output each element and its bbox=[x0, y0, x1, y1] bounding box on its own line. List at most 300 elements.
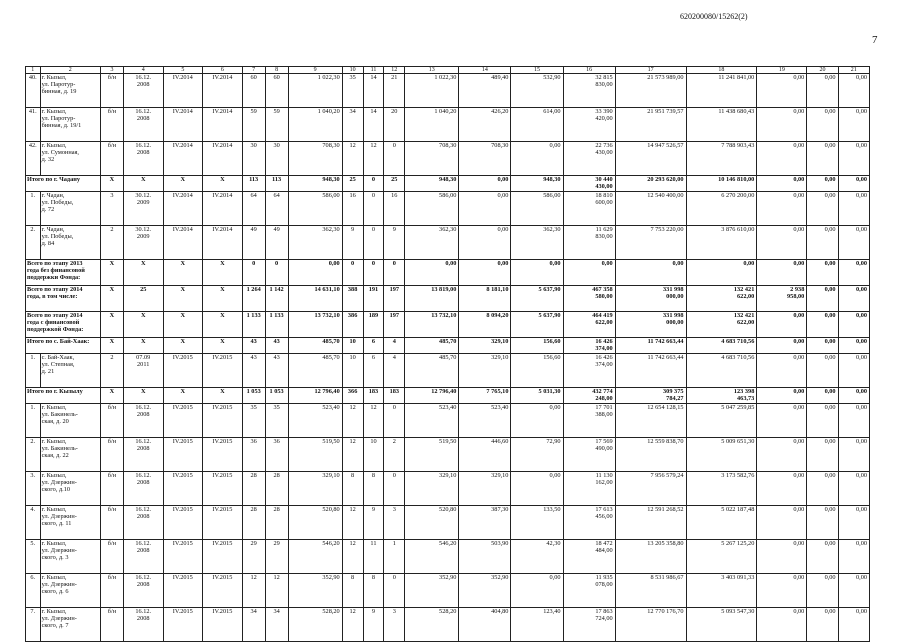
value-cell-10: 12 bbox=[342, 404, 363, 438]
value-cell-4: 07.09 2011 bbox=[123, 354, 163, 388]
column-number-cell: 12 bbox=[384, 67, 405, 74]
value-cell-13: 12 796,40 bbox=[405, 388, 459, 404]
column-number-cell: 5 bbox=[163, 67, 203, 74]
value-cell-4: 16.12. 2008 bbox=[123, 506, 163, 540]
value-cell-3: б/н bbox=[101, 404, 124, 438]
value-cell-14: 329,10 bbox=[459, 354, 511, 388]
value-cell-18: 3 876 610,00 bbox=[686, 226, 757, 260]
value-cell-11: 14 bbox=[363, 74, 384, 108]
value-cell-9: 12 796,40 bbox=[288, 388, 342, 404]
row-number: 6. bbox=[26, 574, 41, 608]
value-cell-15: 362,30 bbox=[511, 226, 563, 260]
value-cell-17: 13 205 358,80 bbox=[615, 540, 686, 574]
value-cell-7: 59 bbox=[242, 108, 265, 142]
value-cell-17: 331 998 000,00 bbox=[615, 286, 686, 312]
value-cell-12: 1 bbox=[384, 540, 405, 574]
value-cell-8: 35 bbox=[265, 404, 288, 438]
row-number: 7. bbox=[26, 608, 41, 642]
value-cell-5: Х bbox=[163, 312, 203, 338]
value-cell-21: 0,00 bbox=[838, 260, 869, 286]
value-cell-10: 12 bbox=[342, 608, 363, 642]
value-cell-20: 0,00 bbox=[807, 608, 838, 642]
column-number-cell: 9 bbox=[288, 67, 342, 74]
value-cell-18: 7 788 903,43 bbox=[686, 142, 757, 176]
column-number-cell: 1 bbox=[26, 67, 41, 74]
value-cell-16: 11 629 830,00 bbox=[563, 226, 615, 260]
value-cell-20: 0,00 bbox=[807, 108, 838, 142]
address-cell: с. Бай-Хаак, ул. Степная, д. 21 bbox=[40, 354, 100, 388]
page-number: 7 bbox=[872, 34, 878, 46]
value-cell-14: 329,10 bbox=[459, 472, 511, 506]
table-row bbox=[26, 506, 870, 540]
value-cell-3: б/н bbox=[101, 506, 124, 540]
value-cell-4: 16.12. 2008 bbox=[123, 540, 163, 574]
value-cell-17: 12 559 838,70 bbox=[615, 438, 686, 472]
value-cell-13: 362,30 bbox=[405, 226, 459, 260]
value-cell-14: 708,30 bbox=[459, 142, 511, 176]
value-cell-12: 3 bbox=[384, 608, 405, 642]
total-row bbox=[26, 338, 870, 354]
value-cell-10: 8 bbox=[342, 574, 363, 608]
address-cell: г. Кызыл, ул. Дзержин- ского, д. 7 bbox=[40, 608, 100, 642]
value-cell-5: IV.2014 bbox=[163, 108, 203, 142]
value-cell-16: 11 935 078,00 bbox=[563, 574, 615, 608]
value-cell-12: 4 bbox=[384, 354, 405, 388]
column-number-cell: 10 bbox=[342, 67, 363, 74]
value-cell-5: Х bbox=[163, 260, 203, 286]
row-number: 2. bbox=[26, 226, 41, 260]
address-cell: г. Кызыл, ул. Паротур- бинная, д. 19 bbox=[40, 74, 100, 108]
register-table bbox=[25, 66, 870, 642]
value-cell-18: 5 009 651,30 bbox=[686, 438, 757, 472]
value-cell-19: 0,00 bbox=[757, 354, 807, 388]
value-cell-6: IV.2014 bbox=[203, 108, 243, 142]
value-cell-7: 1 264 bbox=[242, 286, 265, 312]
value-cell-12: 0 bbox=[384, 472, 405, 506]
row-number: 41. bbox=[26, 108, 41, 142]
value-cell-18: 123 398 463,73 bbox=[686, 388, 757, 404]
value-cell-8: 49 bbox=[265, 226, 288, 260]
document-code: 620200080/15262(2) bbox=[680, 12, 748, 21]
value-cell-13: 352,90 bbox=[405, 574, 459, 608]
value-cell-18: 3 173 582,76 bbox=[686, 472, 757, 506]
value-cell-16: 0,00 bbox=[563, 260, 615, 286]
value-cell-13: 523,40 bbox=[405, 404, 459, 438]
column-number-cell: 18 bbox=[686, 67, 757, 74]
value-cell-6: IV.2015 bbox=[203, 574, 243, 608]
value-cell-19: 0,00 bbox=[757, 338, 807, 354]
value-cell-19: 0,00 bbox=[757, 506, 807, 540]
value-cell-3: Х bbox=[101, 388, 124, 404]
value-cell-8: 60 bbox=[265, 74, 288, 108]
value-cell-16: 17 863 724,00 bbox=[563, 608, 615, 642]
value-cell-13: 1 022,30 bbox=[405, 74, 459, 108]
address-cell: г. Чадан, ул. Победы, д. 72 bbox=[40, 192, 100, 226]
value-cell-19: 0,00 bbox=[757, 192, 807, 226]
value-cell-6: Х bbox=[203, 388, 243, 404]
value-cell-4: Х bbox=[123, 260, 163, 286]
value-cell-21: 0,00 bbox=[838, 574, 869, 608]
value-cell-14: 387,30 bbox=[459, 506, 511, 540]
value-cell-16: 18 810 600,00 bbox=[563, 192, 615, 226]
value-cell-19: 0,00 bbox=[757, 312, 807, 338]
value-cell-3: б/н bbox=[101, 472, 124, 506]
value-cell-18: 5 093 547,30 bbox=[686, 608, 757, 642]
value-cell-6: IV.2015 bbox=[203, 608, 243, 642]
total-label: Всего по этапу 2013 года без финансовой поддержки Фонда: bbox=[26, 260, 101, 286]
value-cell-6: Х bbox=[203, 338, 243, 354]
value-cell-19: 0,00 bbox=[757, 608, 807, 642]
value-cell-8: 34 bbox=[265, 608, 288, 642]
table-row bbox=[26, 354, 870, 388]
value-cell-15: 614,00 bbox=[511, 108, 563, 142]
column-number-cell: 11 bbox=[363, 67, 384, 74]
total-label: Всего по этапу 2014 года, в том числе: bbox=[26, 286, 101, 312]
total-label: Итого по с. Бай-Хаак: bbox=[26, 338, 101, 354]
value-cell-4: Х bbox=[123, 388, 163, 404]
value-cell-8: 0 bbox=[265, 260, 288, 286]
value-cell-17: 0,00 bbox=[615, 260, 686, 286]
value-cell-11: 12 bbox=[363, 142, 384, 176]
value-cell-15: 5 637,90 bbox=[511, 312, 563, 338]
value-cell-11: 8 bbox=[363, 574, 384, 608]
value-cell-16: 33 390 420,00 bbox=[563, 108, 615, 142]
value-cell-13: 586,00 bbox=[405, 192, 459, 226]
value-cell-21: 0,00 bbox=[838, 176, 869, 192]
total-label: Итого по г. Чадану bbox=[26, 176, 101, 192]
value-cell-3: Х bbox=[101, 312, 124, 338]
value-cell-14: 0,00 bbox=[459, 176, 511, 192]
value-cell-8: 1 142 bbox=[265, 286, 288, 312]
value-cell-5: IV.2014 bbox=[163, 192, 203, 226]
value-cell-4: 16.12. 2008 bbox=[123, 472, 163, 506]
value-cell-6: IV.2014 bbox=[203, 226, 243, 260]
table-row bbox=[26, 142, 870, 176]
table-row bbox=[26, 438, 870, 472]
value-cell-14: 8 094,20 bbox=[459, 312, 511, 338]
value-cell-8: 1 053 bbox=[265, 388, 288, 404]
value-cell-17: 12 770 176,70 bbox=[615, 608, 686, 642]
value-cell-21: 0,00 bbox=[838, 192, 869, 226]
value-cell-17: 309 375 784,27 bbox=[615, 388, 686, 404]
value-cell-19: 0,00 bbox=[757, 388, 807, 404]
value-cell-3: 2 bbox=[101, 226, 124, 260]
value-cell-7: 64 bbox=[242, 192, 265, 226]
value-cell-20: 0,00 bbox=[807, 338, 838, 354]
table-row bbox=[26, 404, 870, 438]
column-number-cell: 20 bbox=[807, 67, 838, 74]
address-cell: г. Кызыл, ул. Сумонная, д. 32 bbox=[40, 142, 100, 176]
value-cell-8: 28 bbox=[265, 472, 288, 506]
value-cell-15: 532,90 bbox=[511, 74, 563, 108]
value-cell-20: 0,00 bbox=[807, 388, 838, 404]
value-cell-19: 0,00 bbox=[757, 108, 807, 142]
value-cell-5: IV.2015 bbox=[163, 608, 203, 642]
value-cell-16: 464 419 622,00 bbox=[563, 312, 615, 338]
value-cell-7: 36 bbox=[242, 438, 265, 472]
value-cell-10: 12 bbox=[342, 506, 363, 540]
value-cell-9: 523,40 bbox=[288, 404, 342, 438]
address-cell: г. Кызыл, ул. Дзержин- ского, д.10 bbox=[40, 472, 100, 506]
value-cell-14: 489,40 bbox=[459, 74, 511, 108]
value-cell-6: IV.2015 bbox=[203, 540, 243, 574]
value-cell-18: 11 241 841,00 bbox=[686, 74, 757, 108]
value-cell-7: 49 bbox=[242, 226, 265, 260]
value-cell-12: 9 bbox=[384, 226, 405, 260]
value-cell-5: IV.2015 bbox=[163, 574, 203, 608]
value-cell-9: 362,30 bbox=[288, 226, 342, 260]
address-cell: г. Кызыл, ул. Паротур- бинная, д. 19/1 bbox=[40, 108, 100, 142]
value-cell-14: 0,00 bbox=[459, 260, 511, 286]
value-cell-16: 432 774 248,00 bbox=[563, 388, 615, 404]
value-cell-6: Х bbox=[203, 176, 243, 192]
value-cell-13: 948,30 bbox=[405, 176, 459, 192]
value-cell-21: 0,00 bbox=[838, 388, 869, 404]
value-cell-18: 5 047 259,85 bbox=[686, 404, 757, 438]
address-cell: г. Кызыл, ул. Дзержин- ского, д. 6 bbox=[40, 574, 100, 608]
value-cell-19: 2 938 958,00 bbox=[757, 286, 807, 312]
value-cell-3: Х bbox=[101, 260, 124, 286]
value-cell-21: 0,00 bbox=[838, 438, 869, 472]
value-cell-3: б/н bbox=[101, 108, 124, 142]
row-number: 4. bbox=[26, 506, 41, 540]
column-number-cell: 13 bbox=[405, 67, 459, 74]
table-row bbox=[26, 108, 870, 142]
value-cell-15: 156,60 bbox=[511, 338, 563, 354]
value-cell-15: 42,30 bbox=[511, 540, 563, 574]
value-cell-7: 43 bbox=[242, 354, 265, 388]
row-number: 3. bbox=[26, 472, 41, 506]
value-cell-5: IV.2015 bbox=[163, 506, 203, 540]
value-cell-14: 404,80 bbox=[459, 608, 511, 642]
value-cell-6: IV.2015 bbox=[203, 472, 243, 506]
address-cell: г. Кызыл, ул. Бакинель- ская, д. 22 bbox=[40, 438, 100, 472]
value-cell-20: 0,00 bbox=[807, 74, 838, 108]
value-cell-7: 60 bbox=[242, 74, 265, 108]
value-cell-21: 0,00 bbox=[838, 142, 869, 176]
value-cell-9: 0,00 bbox=[288, 260, 342, 286]
value-cell-17: 12 591 268,52 bbox=[615, 506, 686, 540]
value-cell-8: 64 bbox=[265, 192, 288, 226]
value-cell-19: 0,00 bbox=[757, 142, 807, 176]
value-cell-19: 0,00 bbox=[757, 260, 807, 286]
column-number-cell: 6 bbox=[203, 67, 243, 74]
value-cell-4: Х bbox=[123, 338, 163, 354]
value-cell-20: 0,00 bbox=[807, 312, 838, 338]
value-cell-18: 10 146 810,00 bbox=[686, 176, 757, 192]
value-cell-16: 30 440 430,00 bbox=[563, 176, 615, 192]
value-cell-5: Х bbox=[163, 338, 203, 354]
value-cell-3: Х bbox=[101, 338, 124, 354]
address-cell: г. Кызыл, ул. Дзержин- ского, д. 3 bbox=[40, 540, 100, 574]
value-cell-20: 0,00 bbox=[807, 540, 838, 574]
value-cell-7: 28 bbox=[242, 472, 265, 506]
value-cell-14: 0,00 bbox=[459, 192, 511, 226]
value-cell-6: Х bbox=[203, 286, 243, 312]
value-cell-20: 0,00 bbox=[807, 226, 838, 260]
value-cell-5: IV.2015 bbox=[163, 404, 203, 438]
value-cell-12: 21 bbox=[384, 74, 405, 108]
value-cell-14: 523,40 bbox=[459, 404, 511, 438]
value-cell-4: 16.12. 2008 bbox=[123, 438, 163, 472]
value-cell-12: 2 bbox=[384, 438, 405, 472]
value-cell-14: 446,60 bbox=[459, 438, 511, 472]
value-cell-14: 503,90 bbox=[459, 540, 511, 574]
value-cell-15: 0,00 bbox=[511, 472, 563, 506]
value-cell-11: 6 bbox=[363, 338, 384, 354]
value-cell-11: 0 bbox=[363, 192, 384, 226]
value-cell-10: 8 bbox=[342, 472, 363, 506]
value-cell-12: 0 bbox=[384, 142, 405, 176]
value-cell-17: 21 951 739,57 bbox=[615, 108, 686, 142]
value-cell-13: 708,30 bbox=[405, 142, 459, 176]
column-number-cell: 4 bbox=[123, 67, 163, 74]
value-cell-7: 1 133 bbox=[242, 312, 265, 338]
total-label: Всего по этапу 2014 года с финансовой поддержкой Фонда: bbox=[26, 312, 101, 338]
column-number-cell: 3 bbox=[101, 67, 124, 74]
value-cell-15: 586,00 bbox=[511, 192, 563, 226]
address-cell: г. Кызыл, ул. Бакинель- ская, д. 20 bbox=[40, 404, 100, 438]
value-cell-7: 30 bbox=[242, 142, 265, 176]
value-cell-13: 1 040,20 bbox=[405, 108, 459, 142]
value-cell-7: 1 053 bbox=[242, 388, 265, 404]
value-cell-10: 12 bbox=[342, 540, 363, 574]
value-cell-6: IV.2015 bbox=[203, 354, 243, 388]
value-cell-7: 34 bbox=[242, 608, 265, 642]
total-row bbox=[26, 388, 870, 404]
value-cell-16: 16 426 374,00 bbox=[563, 338, 615, 354]
column-number-cell: 8 bbox=[265, 67, 288, 74]
value-cell-12: 183 bbox=[384, 388, 405, 404]
value-cell-12: 3 bbox=[384, 506, 405, 540]
value-cell-21: 0,00 bbox=[838, 338, 869, 354]
value-cell-20: 0,00 bbox=[807, 438, 838, 472]
row-number: 2. bbox=[26, 438, 41, 472]
value-cell-9: 13 732,10 bbox=[288, 312, 342, 338]
total-row bbox=[26, 312, 870, 338]
value-cell-15: 133,50 bbox=[511, 506, 563, 540]
row-number: 5. bbox=[26, 540, 41, 574]
value-cell-4: 30.12. 2009 bbox=[123, 226, 163, 260]
value-cell-12: 20 bbox=[384, 108, 405, 142]
value-cell-12: 197 bbox=[384, 312, 405, 338]
value-cell-5: IV.2014 bbox=[163, 74, 203, 108]
value-cell-9: 708,30 bbox=[288, 142, 342, 176]
value-cell-3: Х bbox=[101, 176, 124, 192]
value-cell-17: 21 573 989,00 bbox=[615, 74, 686, 108]
value-cell-16: 17 701 388,00 bbox=[563, 404, 615, 438]
value-cell-17: 8 531 986,67 bbox=[615, 574, 686, 608]
column-number-cell: 7 bbox=[242, 67, 265, 74]
column-number-cell: 14 bbox=[459, 67, 511, 74]
value-cell-15: 5 637,90 bbox=[511, 286, 563, 312]
value-cell-20: 0,00 bbox=[807, 192, 838, 226]
value-cell-5: IV.2015 bbox=[163, 354, 203, 388]
value-cell-17: 11 742 663,44 bbox=[615, 338, 686, 354]
value-cell-10: 366 bbox=[342, 388, 363, 404]
value-cell-17: 12 654 128,15 bbox=[615, 404, 686, 438]
column-number-cell: 21 bbox=[838, 67, 869, 74]
value-cell-15: 72,90 bbox=[511, 438, 563, 472]
value-cell-10: 35 bbox=[342, 74, 363, 108]
value-cell-3: б/н bbox=[101, 540, 124, 574]
value-cell-4: 16.12. 2008 bbox=[123, 142, 163, 176]
value-cell-14: 0,00 bbox=[459, 226, 511, 260]
value-cell-8: 28 bbox=[265, 506, 288, 540]
row-number: 1. bbox=[26, 354, 41, 388]
value-cell-18: 6 270 200,00 bbox=[686, 192, 757, 226]
value-cell-6: IV.2014 bbox=[203, 74, 243, 108]
value-cell-9: 352,90 bbox=[288, 574, 342, 608]
value-cell-15: 123,40 bbox=[511, 608, 563, 642]
value-cell-13: 485,70 bbox=[405, 338, 459, 354]
value-cell-19: 0,00 bbox=[757, 438, 807, 472]
value-cell-9: 586,00 bbox=[288, 192, 342, 226]
value-cell-4: 16.12. 2008 bbox=[123, 404, 163, 438]
value-cell-9: 519,50 bbox=[288, 438, 342, 472]
value-cell-10: 34 bbox=[342, 108, 363, 142]
value-cell-11: 6 bbox=[363, 354, 384, 388]
value-cell-16: 17 569 490,00 bbox=[563, 438, 615, 472]
value-cell-13: 485,70 bbox=[405, 354, 459, 388]
value-cell-9: 329,10 bbox=[288, 472, 342, 506]
value-cell-19: 0,00 bbox=[757, 404, 807, 438]
value-cell-20: 0,00 bbox=[807, 142, 838, 176]
value-cell-12: 4 bbox=[384, 338, 405, 354]
value-cell-4: Х bbox=[123, 176, 163, 192]
total-row bbox=[26, 286, 870, 312]
address-cell: г. Чадан, ул. Победы, д. 84 bbox=[40, 226, 100, 260]
value-cell-16: 17 613 456,00 bbox=[563, 506, 615, 540]
column-number-cell: 2 bbox=[40, 67, 100, 74]
value-cell-17: 12 540 400,00 bbox=[615, 192, 686, 226]
value-cell-19: 0,00 bbox=[757, 74, 807, 108]
value-cell-12: 197 bbox=[384, 286, 405, 312]
table-row bbox=[26, 472, 870, 506]
value-cell-3: Х bbox=[101, 286, 124, 312]
value-cell-19: 0,00 bbox=[757, 176, 807, 192]
value-cell-18: 0,00 bbox=[686, 260, 757, 286]
value-cell-10: 10 bbox=[342, 354, 363, 388]
value-cell-8: 43 bbox=[265, 354, 288, 388]
value-cell-8: 1 133 bbox=[265, 312, 288, 338]
value-cell-6: IV.2015 bbox=[203, 404, 243, 438]
value-cell-8: 12 bbox=[265, 574, 288, 608]
value-cell-21: 0,00 bbox=[838, 506, 869, 540]
value-cell-14: 329,10 bbox=[459, 338, 511, 354]
value-cell-4: 30.12. 2009 bbox=[123, 192, 163, 226]
value-cell-13: 329,10 bbox=[405, 472, 459, 506]
value-cell-11: 0 bbox=[363, 176, 384, 192]
value-cell-12: 0 bbox=[384, 404, 405, 438]
value-cell-17: 7 753 220,00 bbox=[615, 226, 686, 260]
value-cell-11: 9 bbox=[363, 506, 384, 540]
value-cell-11: 12 bbox=[363, 404, 384, 438]
value-cell-18: 132 421 622,00 bbox=[686, 312, 757, 338]
value-cell-6: Х bbox=[203, 260, 243, 286]
column-number-row bbox=[26, 67, 870, 74]
value-cell-20: 0,00 bbox=[807, 260, 838, 286]
value-cell-21: 0,00 bbox=[838, 108, 869, 142]
value-cell-10: 12 bbox=[342, 142, 363, 176]
value-cell-11: 0 bbox=[363, 226, 384, 260]
value-cell-11: 191 bbox=[363, 286, 384, 312]
value-cell-11: 0 bbox=[363, 260, 384, 286]
value-cell-4: 16.12. 2008 bbox=[123, 108, 163, 142]
value-cell-12: 0 bbox=[384, 574, 405, 608]
value-cell-21: 0,00 bbox=[838, 226, 869, 260]
address-cell: г. Кызыл, ул. Дзержин- ского, д. 11 bbox=[40, 506, 100, 540]
